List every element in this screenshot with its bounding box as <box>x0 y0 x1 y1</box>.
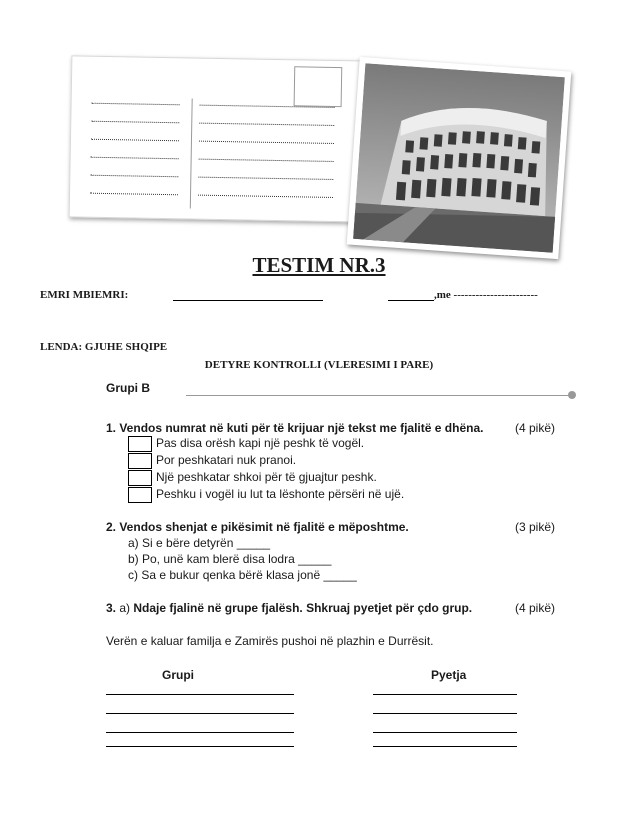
postcard-dotted-line <box>91 121 179 124</box>
postcard-dotted-line <box>199 141 334 144</box>
q1-sentence: Peshku i vogël iu lut ta lëshonte përsëri në ujë. <box>156 487 405 501</box>
postcard-dotted-line <box>90 193 178 196</box>
q3-prompt: Ndaje fjalinë në grupe fjalësh. Shkruaj pyetjet për çdo grup. <box>133 601 473 615</box>
date-field-line[interactable] <box>388 300 434 301</box>
name-field-line[interactable] <box>173 300 323 301</box>
q2-prompt: 2. Vendos shenjat e pikësimit në fjalitë e mëposhtme. <box>106 520 409 534</box>
q3-points: (4 pikë) <box>515 601 556 615</box>
q1-order-box[interactable] <box>128 487 152 503</box>
q2-item: b) Po, unë kam blerë disa lodra _____ <box>128 552 332 566</box>
name-label: EMRI MBIEMRI: <box>40 289 129 301</box>
postcard-dotted-line <box>198 195 333 198</box>
group-rule <box>186 395 571 396</box>
q1-points: (4 pikë) <box>515 421 556 435</box>
assignment-title: DETYRE KONTROLLI (VLERESIMI I PARE) <box>204 359 434 371</box>
group-label: Grupi B <box>106 381 150 395</box>
postcard-dotted-line <box>92 103 180 106</box>
q1-sentence: Pas disa orësh kapi një peshk të vogël. <box>156 436 365 450</box>
q3-group-answer-line[interactable] <box>106 713 294 714</box>
q1-sentence: Një peshkatar shkoi për të gjuajtur peshk. <box>156 470 377 484</box>
colosseum-photo <box>347 57 572 259</box>
postcard-dotted-line <box>199 123 334 126</box>
q3-group-answer-line[interactable] <box>106 746 294 747</box>
q3-header <box>106 601 472 615</box>
postcard-dotted-line <box>199 159 334 162</box>
q2-item: a) Si e bëre detyrën _____ <box>128 536 271 550</box>
q3-group-answer-line[interactable] <box>106 694 294 695</box>
postcard-dotted-line <box>198 177 333 180</box>
postcard-divider <box>190 98 193 208</box>
q1-prompt: 1. Vendos numrat në kuti për të krijuar një tekst me fjalitë e dhëna. <box>106 421 484 435</box>
q1-order-box[interactable] <box>128 453 152 469</box>
q3-question-answer-line[interactable] <box>373 746 517 747</box>
q1-order-box[interactable] <box>128 436 152 452</box>
q2-item: c) Sa e bukur qenka bërë klasa jonë _____ <box>128 568 357 582</box>
group-rule-dot <box>568 391 576 399</box>
postcard-dotted-line <box>91 139 179 142</box>
q3-letter: a) <box>119 601 131 615</box>
q3-question-answer-line[interactable] <box>373 732 517 733</box>
q3-col-question: Pyetja <box>431 668 467 682</box>
q3-col-group: Grupi <box>162 668 194 682</box>
q3-question-answer-line[interactable] <box>373 713 517 714</box>
page-title: TESTIM NR.3 <box>252 253 386 277</box>
q1-order-box[interactable] <box>128 470 152 486</box>
postcard-dotted-line <box>90 175 178 178</box>
postcard-illustration <box>69 55 374 222</box>
q3-group-answer-line[interactable] <box>106 732 294 733</box>
q3-question-answer-line[interactable] <box>373 694 517 695</box>
subject-label: LENDA: GJUHE SHQIPE <box>40 341 168 353</box>
q1-sentence: Por peshkatari nuk pranoi. <box>156 453 297 467</box>
q3-number: 3. <box>106 601 117 615</box>
q2-points: (3 pikë) <box>515 520 556 534</box>
date-suffix: ,me ----------------------- <box>434 289 538 301</box>
q3-sentence: Verën e kaluar familja e Zamirës pushoi në plazhin e Durrësit. <box>106 634 434 648</box>
stamp-box <box>294 66 343 107</box>
postcard-dotted-line <box>91 157 179 160</box>
